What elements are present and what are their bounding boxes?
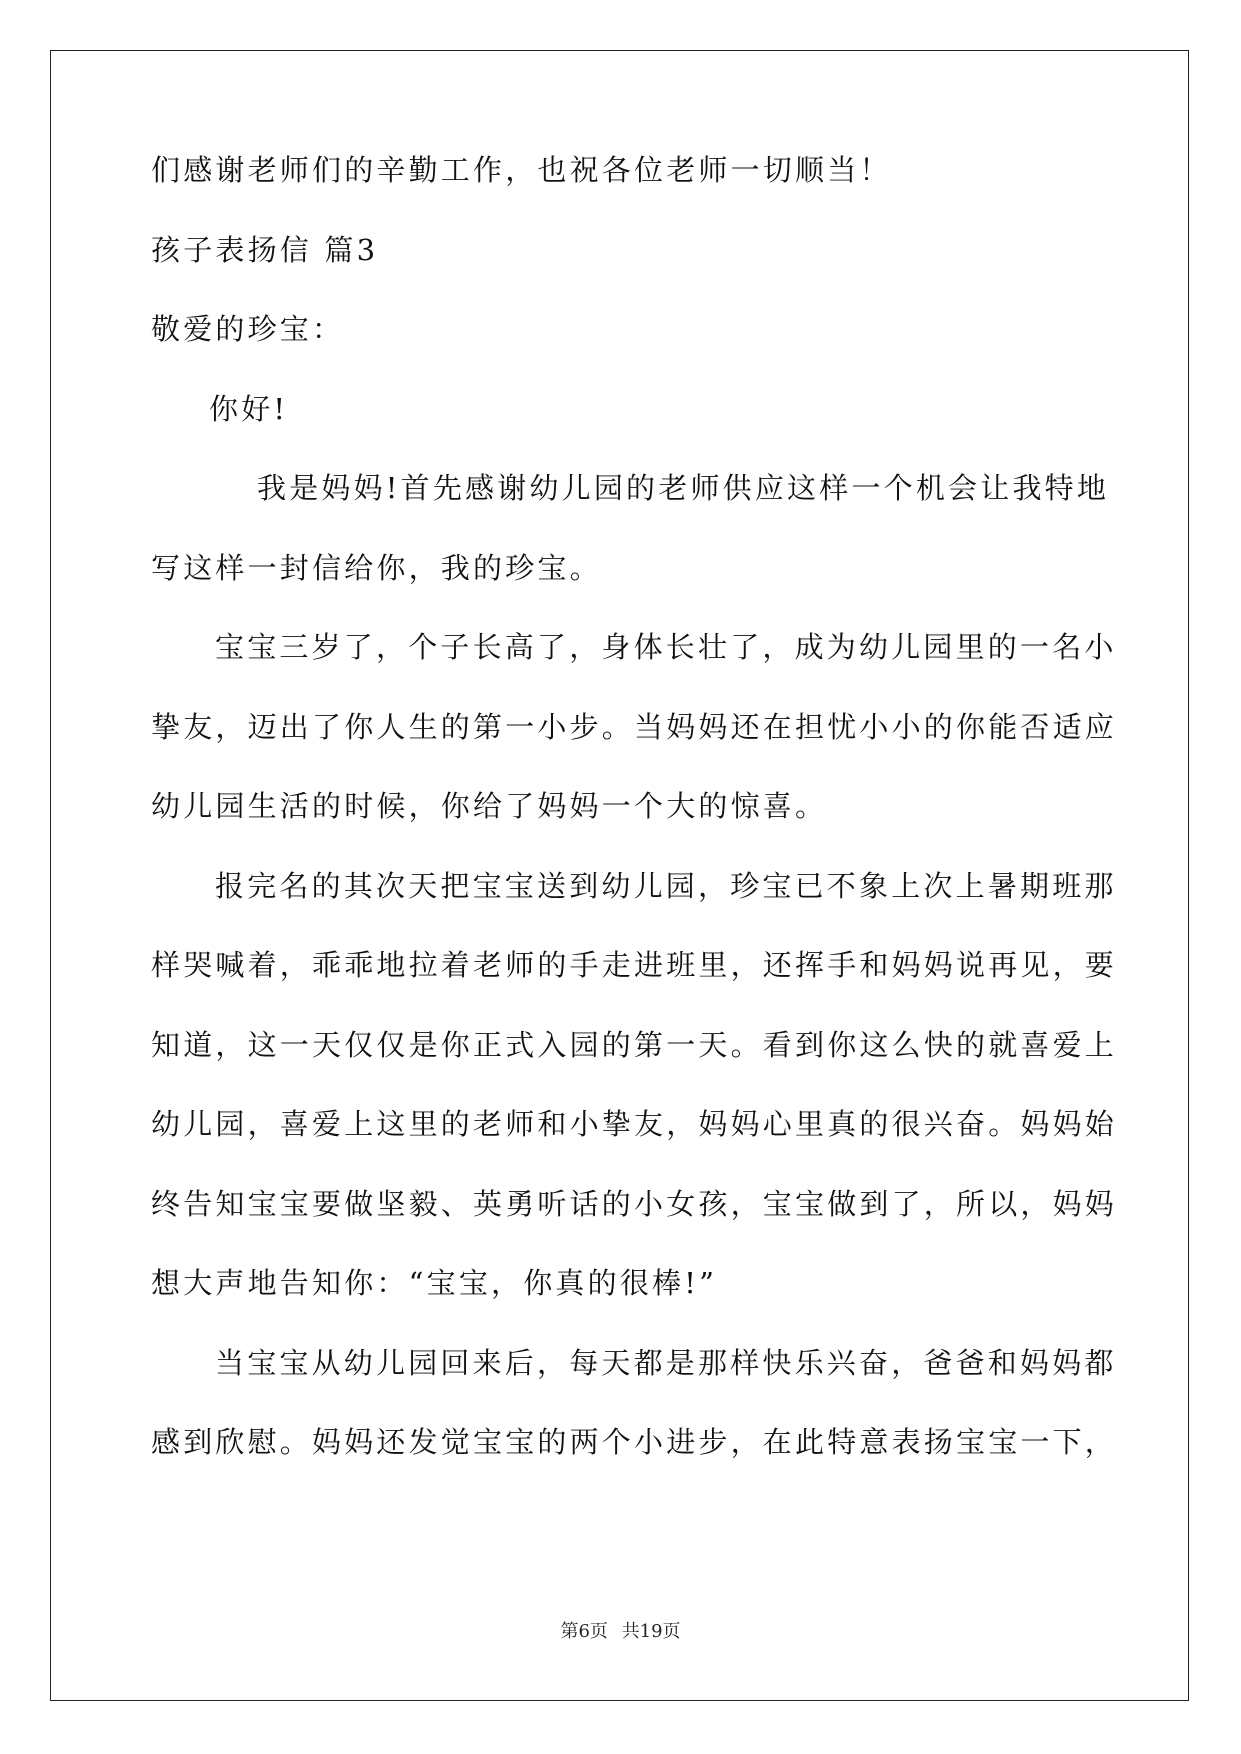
total-pages: 共19页 <box>621 1621 681 1642</box>
text-line: 想大声地告知你：“宝宝，你真的很棒!” <box>151 1266 718 1300</box>
text-line: 们感谢老师们的辛勤工作，也祝各位老师一切顺当！ <box>151 153 892 187</box>
text-line: 知道，这一天仅仅是你正式入园的第一天。看到你这么快的就喜爱上 <box>151 1027 1118 1062</box>
salutation: 敬爱的珍宝： <box>151 312 345 346</box>
text-line: 宝宝三岁了，个子长高了，身体长壮了，成为幼儿园里的一名小 <box>215 630 1117 664</box>
page-number: 第6页 <box>560 1621 608 1642</box>
text-line: 挚友，迈出了你人生的第一小步。当妈妈还在担忧小小的你能否适应 <box>151 709 1118 744</box>
text-line: 幼儿园，喜爱上这里的老师和小挚友，妈妈心里真的很兴奋。妈妈始 <box>151 1107 1118 1141</box>
greeting: 你好! <box>209 391 289 426</box>
text-line: 终告知宝宝要做坚毅、英勇听话的小女孩，宝宝做到了，所以，妈妈 <box>151 1186 1118 1221</box>
text-line: 写这样一封信给你，我的珍宝。 <box>151 550 602 585</box>
text-line: 样哭喊着，乖乖地拉着老师的手走进班里，还挥手和妈妈说再见，要 <box>151 948 1118 982</box>
text-line: 报完名的其次天把宝宝送到幼儿园，珍宝已不象上次上暑期班那 <box>215 868 1117 903</box>
page-footer <box>0 1620 1241 1644</box>
text-line: 感到欣慰。妈妈还发觉宝宝的两个小进步，在此特意表扬宝宝一下， <box>151 1425 1118 1459</box>
section-heading: 孩子表扬信 篇3 <box>151 232 379 267</box>
text-line: 我是妈妈!首先感谢幼儿园的老师供应这样一个机会让我特地 <box>257 471 1110 505</box>
text-line: 幼儿园生活的时候，你给了妈妈一个大的惊喜。 <box>151 789 828 823</box>
text-line: 当宝宝从幼儿园回来后，每天都是那样快乐兴奋，爸爸和妈妈都 <box>215 1345 1117 1380</box>
